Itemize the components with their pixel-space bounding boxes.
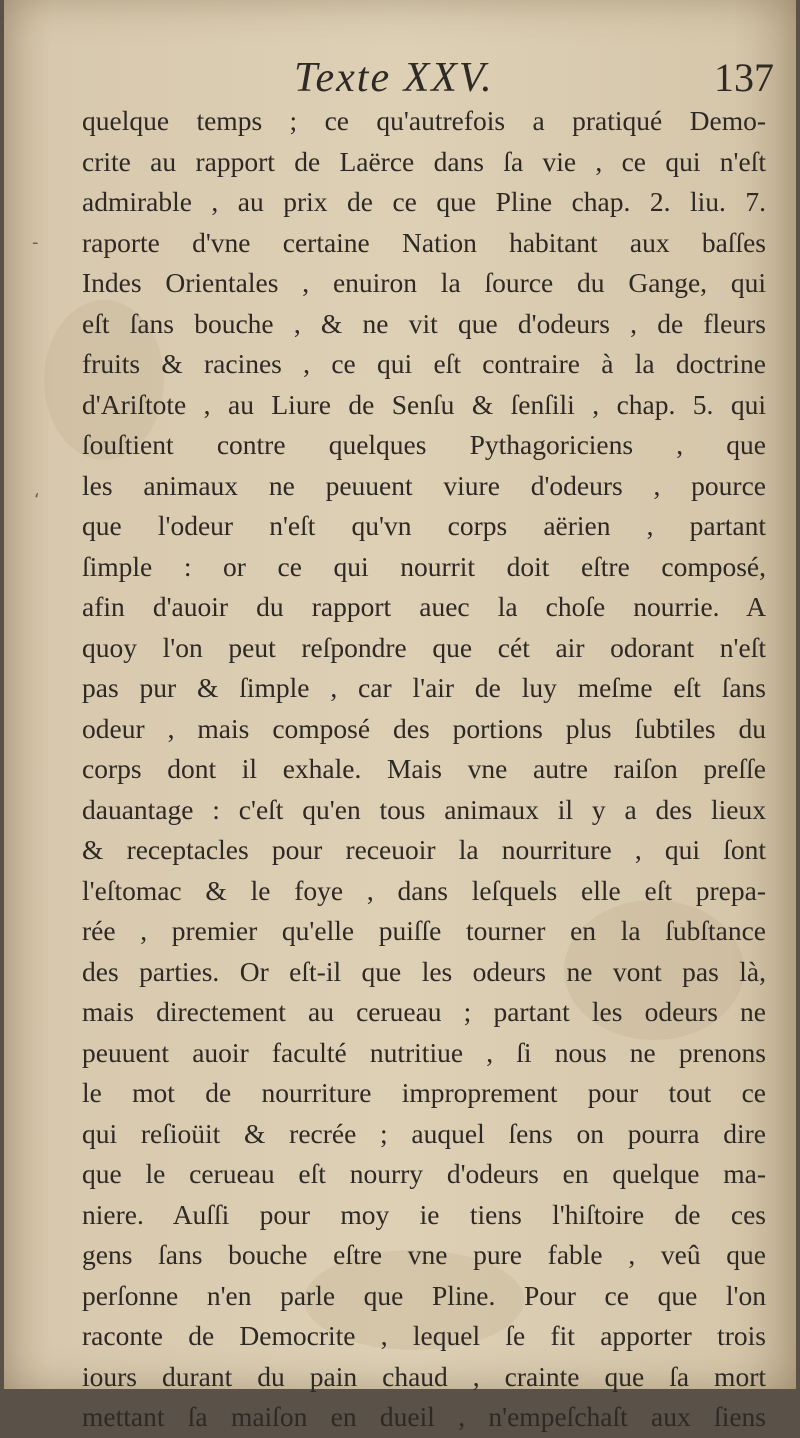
text-line: fruits & racines , ce qui eſt contraire à la doctrine bbox=[82, 348, 766, 379]
text-line: l'eſtomac & le foye , dans leſquels elle eſt prepa- bbox=[82, 874, 766, 906]
text-line: pas pur & ſimple , car l'air de luy meſme eſt ſans bbox=[82, 672, 766, 703]
page-header bbox=[84, 48, 774, 108]
text-line: raporte d'vne certaine Nation habitant aux baſſes bbox=[82, 226, 766, 258]
text-line: des parties. Or eſt-il que les odeurs ne vont pas là, bbox=[82, 955, 766, 987]
text-line: admirable , au prix de ce que Pline chap. 2. liu. 7. bbox=[82, 186, 766, 217]
book-page bbox=[4, 0, 796, 1432]
text-line: gens ſans bouche eſtre vne pure fable , veû que bbox=[82, 1239, 766, 1270]
text-line: niere. Auſſi pour moy ie tiens l'hiſtoire de ces bbox=[82, 1198, 766, 1230]
text-line: & receptacles pour receuoir la nourriture , qui ſont bbox=[82, 834, 766, 865]
text-line: mais directement au cerueau ; partant les odeurs ne bbox=[82, 996, 766, 1027]
text-line: ſouſtient contre quelques Pythagoriciens , que bbox=[82, 429, 766, 460]
text-line: perſonne n'en parle que Pline. Pour ce que l'on bbox=[82, 1279, 766, 1311]
text-line: crite au rapport de Laërce dans ſa vie , ce qui n'eſt bbox=[82, 145, 766, 177]
text-line: eſt ſans bouche , & ne vit que d'odeurs , de fleurs bbox=[82, 307, 766, 339]
text-line: que le cerueau eſt nourry d'odeurs en quelque ma- bbox=[82, 1158, 766, 1189]
text-line: raconte de Democrite , lequel ſe fit apporter trois bbox=[82, 1320, 766, 1351]
running-title: Texte XXV. bbox=[294, 55, 494, 101]
text-line: peuuent auoir faculté nutritiue , ſi nous ne prenons bbox=[82, 1036, 766, 1068]
text-line: mettant ſa maiſon en dueil , n'empeſchaſt aux ſiens bbox=[82, 1401, 766, 1432]
text-line: qui reſioüit & recrée ; auquel ſens on pourra dire bbox=[82, 1117, 766, 1149]
margin-mark: - bbox=[32, 232, 39, 253]
text-line: Indes Orientales , enuiron la ſource du Gange, qui bbox=[82, 267, 766, 298]
text-line: odeur , mais composé des portions plus ſubtiles du bbox=[82, 712, 766, 744]
text-line: afin d'auoir du rapport auec la choſe nourrie. A bbox=[82, 591, 766, 622]
text-line: le mot de nourriture improprement pour tout ce bbox=[82, 1077, 766, 1108]
text-line: quoy l'on peut reſpondre que cét air odorant n'eſt bbox=[82, 631, 766, 663]
text-line: d'Ariſtote , au Liure de Senſu & ſenſili , chap. 5. qui bbox=[82, 388, 766, 420]
margin-mark: ‘ bbox=[34, 490, 40, 511]
text-line: les animaux ne peuuent viure d'odeurs , pource bbox=[82, 469, 766, 501]
text-line: quelque temps ; ce qu'autrefois a pratiqué Demo- bbox=[82, 105, 766, 136]
text-line: corps dont il exhale. Mais vne autre raiſon preſſe bbox=[82, 753, 766, 784]
text-line: rée , premier qu'elle puiſſe tourner en la ſubſtance bbox=[82, 915, 766, 946]
body-text bbox=[82, 101, 766, 1438]
text-line: iours durant du pain chaud , crainte que ſa mort bbox=[82, 1360, 766, 1392]
text-line: dauantage : c'eſt qu'en tous animaux il y a des lieux bbox=[82, 793, 766, 825]
text-line: que l'odeur n'eſt qu'vn corps aërien , partant bbox=[82, 510, 766, 541]
page-number: 137 bbox=[714, 55, 774, 100]
text-line: ſimple : or ce qui nourrit doit eſtre composé, bbox=[82, 550, 766, 582]
